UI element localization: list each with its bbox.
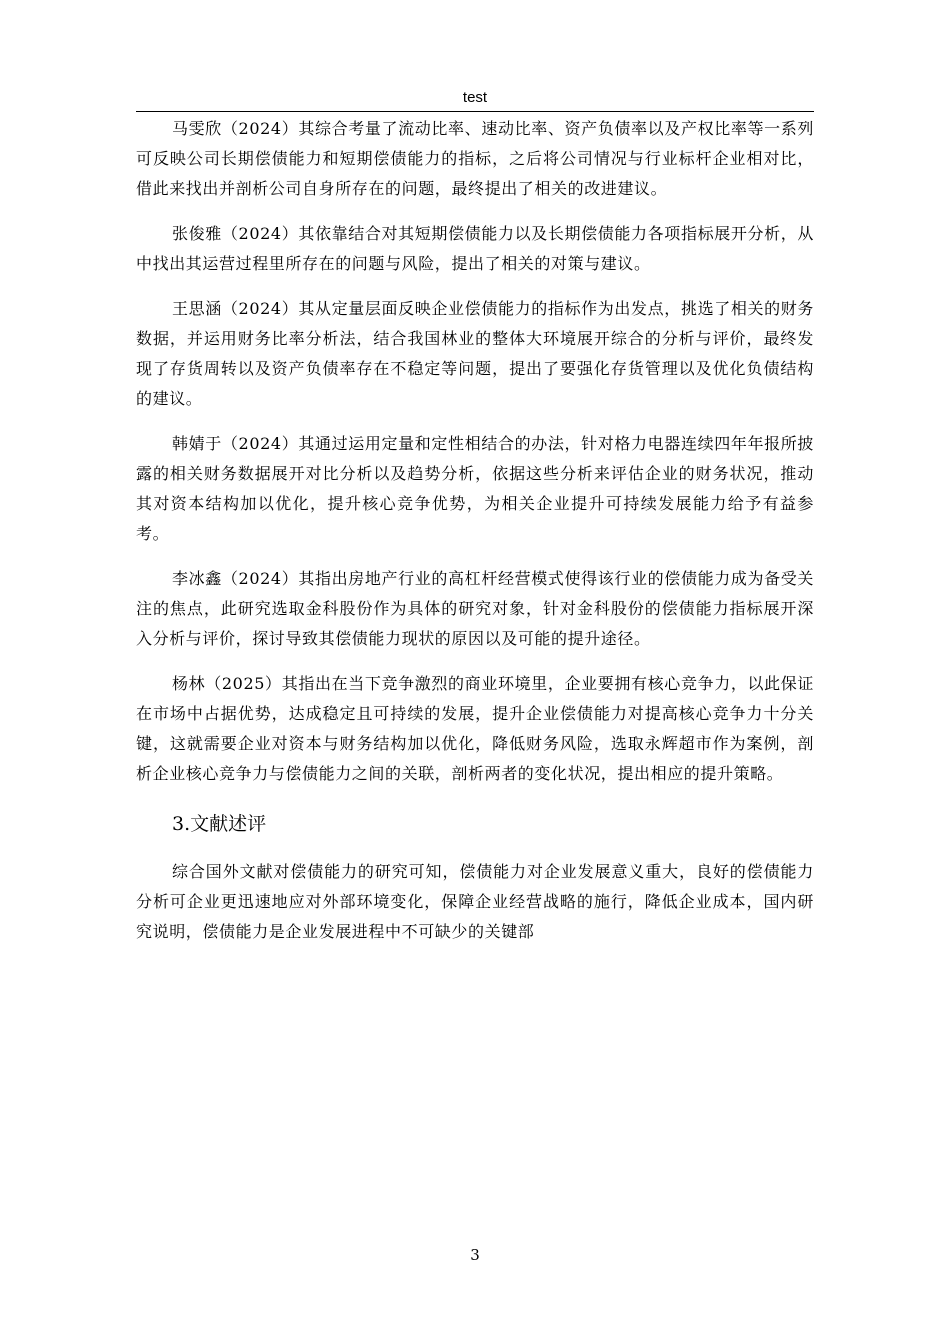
page-number: 3: [470, 1246, 480, 1264]
header-divider: [136, 111, 814, 112]
document-body: [136, 114, 814, 947]
paragraph-zhang-junya: 张俊雅（2024）其依靠结合对其短期偿债能力以及长期偿债能力各项指标展开分析，从中找出其运营过程里所存在的问题与风险，提出了相关的对策与建议。: [136, 224, 814, 273]
paragraph-ma-wenxin: 马雯欣（2024）其综合考量了流动比率、速动比率、资产负债率以及产权比率等一系列可反映公司长期偿债能力和短期偿债能力的指标，之后将公司情况与行业标杆企业相对比，借此来找出并剖析公司自身所存在的问题，最终提出了相关的改进建议。: [136, 119, 814, 198]
paragraph-wang-sihan: 王思涵（2024）其从定量层面反映企业偿债能力的指标作为出发点，挑选了相关的财务数据，并运用财务比率分析法，结合我国林业的整体大环境展开综合的分析与评价，最终发现了存货周转以及资产负债率存在不稳定等问题，提出了要强化存货管理以及优化负债结构的建议。: [136, 299, 814, 408]
paragraph-literature-review: 综合国外文献对偿债能力的研究可知，偿债能力对企业发展意义重大，良好的偿债能力分析可企业更迅速地应对外部环境变化，保障企业经营战略的施行，降低企业成本，国内研究说明，偿债能力是企业发展进程中不可缺少的关键部: [136, 862, 814, 941]
section-heading-literature-review: 3.文献述评: [172, 813, 267, 835]
paragraph-yang-lin: 杨林（2025）其指出在当下竞争激烈的商业环境里，企业要拥有核心竞争力，以此保证在市场中占据优势，达成稳定且可持续的发展，提升企业偿债能力对提高核心竞争力十分关键，这就需要企业对资本与财务结构加以优化，降低财务风险，选取永辉超市作为案例，剖析企业核心竞争力与偿债能力之间的关联，剖析两者的变化状况，提出相应的提升策略。: [136, 674, 814, 783]
paragraph-han-jingyu: 韩婧于（2024）其通过运用定量和定性相结合的办法，针对格力电器连续四年年报所披露的相关财务数据展开对比分析以及趋势分析，依据这些分析来评估企业的财务状况，推动其对资本结构加以优化，提升核心竞争优势，为相关企业提升可持续发展能力给予有益参考。: [136, 434, 814, 543]
paragraph-li-bingxin: 李冰鑫（2024）其指出房地产行业的高杠杆经营模式使得该行业的偿债能力成为备受关注的焦点，此研究选取金科股份作为具体的研究对象，针对金科股份的偿债能力指标展开深入分析与评价，探讨导致其偿债能力现状的原因以及可能的提升途径。: [136, 569, 814, 648]
page-header-title: test: [462, 89, 488, 106]
